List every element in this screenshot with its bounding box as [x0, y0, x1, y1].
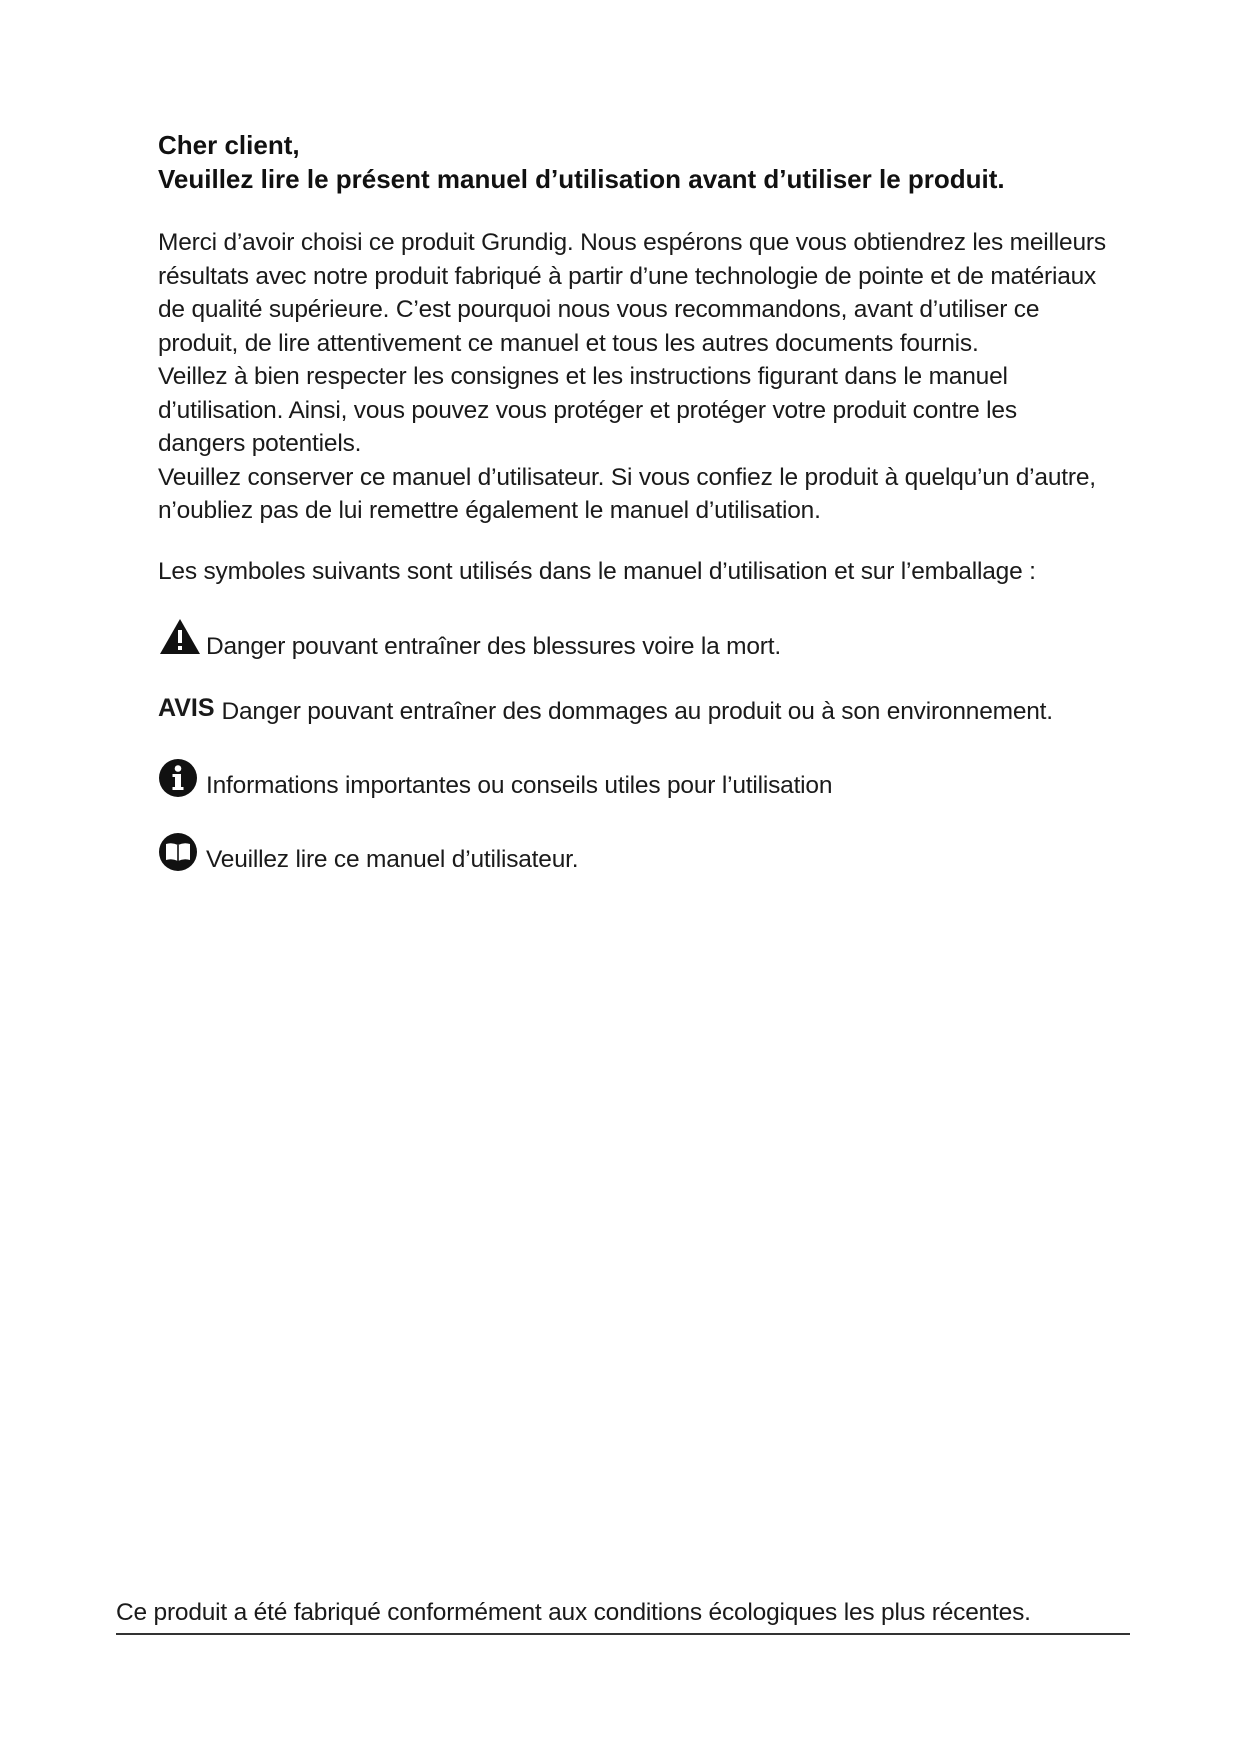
page-content: [158, 128, 1108, 877]
avis-label: AVIS: [158, 694, 215, 722]
symbol-row-danger: [158, 621, 1108, 663]
intro-text: [158, 226, 1108, 528]
footer-note: Ce produit a été fabriqué conformément aux conditions écologiques les plus récentes.: [116, 1596, 1130, 1635]
info-icon: [158, 757, 202, 799]
intro-paragraph: Merci d’avoir choisi ce produit Grundig. Nous espérons que vous obtiendrez les meilleurs résultats avec notre produit fabriqué à partir d’une technologie de pointe et de matériaux de qualité supérieure. C’est pourquoi nous vous recommandons, avant d’utiliser ce produit, de lire attentivement ce manuel et tous les autres documents fournis.: [158, 229, 1106, 357]
symbol-text: Danger pouvant entraîner des blessures voire la mort.: [206, 632, 781, 660]
symbol-text: Danger pouvant entraîner des dommages au produit ou à son environnement.: [221, 698, 1053, 725]
page-title: Veuillez lire le présent manuel d’utilisation avant d’utiliser le produit.: [158, 164, 1005, 194]
symbols-intro: Les symboles suivants sont utilisés dans le manuel d’utilisation et sur l’emballage :: [158, 557, 1036, 585]
warning-triangle-icon: [158, 617, 202, 659]
intro-paragraph: Veillez à bien respecter les consignes et les instructions figurant dans le manuel d’utilisation. Ainsi, vous pouvez vous protéger et protéger votre produit contre les dangers potentiels.: [158, 363, 1017, 457]
book-icon: [158, 831, 202, 873]
symbol-text: Veuillez lire ce manuel d’utilisateur.: [206, 846, 579, 873]
salutation: Cher client,: [158, 130, 300, 160]
intro-paragraph: Veuillez conserver ce manuel d’utilisateur. Si vous confiez le produit à quelqu’un d’autre, n’oubliez pas de lui remettre également le manuel d’utilisation.: [158, 463, 1096, 524]
symbol-text: Informations importantes ou conseils utiles pour l’utilisation: [206, 772, 833, 799]
symbol-row-info: [158, 761, 1108, 803]
symbol-row-avis: [158, 695, 1108, 729]
symbol-row-book: [158, 835, 1108, 877]
